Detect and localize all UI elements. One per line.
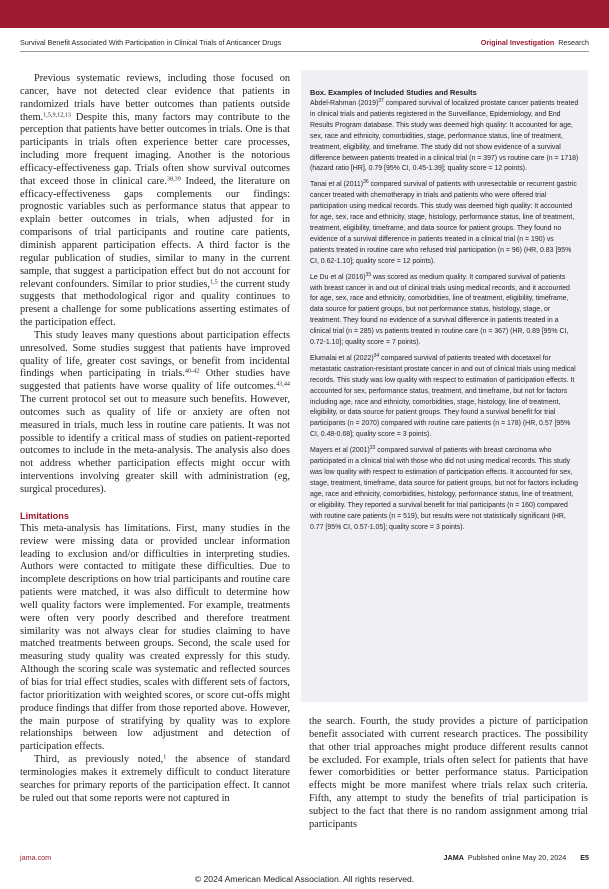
paragraph-third-limitation	[20, 754, 290, 805]
right-column-continuation	[309, 716, 588, 832]
text-run: Previous systematic reviews, including those focused on cancer, have not detected clear evidence that patients in randomized trials have better outcomes than patients outside them.	[20, 73, 290, 123]
box-entry	[310, 180, 579, 267]
entry-author: Mayers et al (2001)	[310, 447, 370, 455]
footer-journal: JAMA	[443, 853, 464, 862]
paragraph-limitations: This meta-analysis has limitations. First, many studies in the review were missing data or provided unclear information leading to exclusion and/or difficulties in interpreting studies. Authors were contacted to mitigate these difficulties. Due to incomplete descriptions on how trial participants and routine care patients were matched, it was also difficult to determine how well quality factors were implemented. For example, treatments were often very poorly described and therefore treatment similarity was not always clear for studies claiming to have matched treatments between groups. Second, the scale used for measuring study quality was created expressly for this study. Although the scoring scale was systematic and reflected sources of bias for trial effect studies, scales with different sets of factors, factor prioritization with weighted scores, or score cut-offs might produce findings that differ from those reported above. However, the main purpose of stratifying by quality was to explore relationships between low adjustment and detection of participation effects.	[20, 522, 290, 753]
citation: 43,44	[276, 380, 290, 388]
box-title: Box. Examples of Included Studies and Results	[310, 88, 477, 97]
text-run: the absence of standard terminologies makes it extremely difficult to conduct literature searches for primary reports of the participation effect. It cannot be ruled out that some reports were not captured in	[20, 754, 290, 804]
text-run: Third, as previously noted,	[34, 754, 164, 766]
footer-publication-info	[444, 852, 589, 864]
text-run: The current protocol set out to measure such benefits. However, outcomes such as quality of life or anxiety are often not measured in trials, much less in routine care patients. It was not possible to identify a critical mass of studies on patient-reported outcomes to include in the meta-analysis. The analysis also does not address whether participation effects might occur with interventions involving greater skill with administration (eg, surgical procedures).	[20, 394, 290, 495]
citation: 1,5,9,12,13	[43, 110, 72, 118]
article-type: Original Investigation	[480, 38, 555, 47]
entry-text: compared survival of patients with breast carcinoma who participated in a clinical trial with those who did not using medical records. This study was low quality with respect to estimation of participation effects. It accounted for sex, stage, treatment, timeframe, data source for patient groups, but not for factors including age, race and ethnicity, comorbidities, histology, performance status, line of treatment, or eligibility. They reported a survival benefit for trial participants (n = 160) compared with routine care patients (n = 519), but results were not statistically significant (HR, 0.77 [95% CI, 0.57-1.05]; quality score = 3 points).	[310, 447, 579, 531]
text-run: Despite this, many factors may contribute to the perception that patients have better outcomes in trials. One is that participants in trials often experience better care processes, including more frequent imaging. Another is the notorious efficacy-effectiveness gap. Trials often show survival outcomes that exceed those in clinical care.	[20, 111, 290, 187]
journal-color-bar	[0, 0, 609, 28]
running-title: Survival Benefit Associated With Participation in Clinical Trials of Anticancer Drugs	[20, 38, 282, 47]
box-entry	[310, 446, 579, 533]
entry-author: Elumalai et al (2022)	[310, 354, 374, 362]
entry-text: compared survival of patients treated with docetaxel for metastatic castration-resistant prostate cancer in and out of clinical trials using medical records. This study was low quality with respect to estimation of participation effects. It accounted for sex, performance status, treatment, and timeframe, but not for factors including age, race and ethnicity, comorbidities, stage, histology, line of treatment, eligibility, or data source for patient groups. They found a survival benefit for trial participants (n = 2070) compared with routine care patients (n = 178) (HR, 0.57 [95% CI, 0.48-0.68]; quality score = 3 points).	[310, 354, 576, 439]
citation: 33	[369, 445, 376, 452]
text-run: Indeed, the literature on efficacy-effectiveness gaps complements our findings: prognostic variables such as performance status that appear to explain better outcomes in trials, when adjusted for in comparisons of trial participants and routine care patients, diminish apparent participation effects. A third factor is the regular publication of studies, similar to many in the current sample, that suggest a participation effect but do not account for relevant confounders. Similar to prior studies,	[20, 175, 290, 290]
box-entry	[310, 273, 579, 349]
paragraph-unresolved-questions	[20, 330, 290, 497]
citation: 35	[365, 271, 372, 278]
entry-text: compared survival of localized prostate cancer patients treated in clinical trials and patients registered in the Surveillance, Epidemiology, and End Results Program database. This study was deemed high quality: It accounted for age, sex, race and ethnicity, comorbidities, stage, performance status, line of treatment, treatment, eligibility, and timeframe. The study did not show evidence of a survival difference between patients treated in a clinical trial (n = 397) vs routine care (n = 1718) (hazard ratio [HR], 0.79 [95% CI, 0.45-1.39]; quality score = 12 points).	[310, 100, 579, 173]
copyright-notice: © 2024 American Medical Association. All rights reserved.	[194, 874, 415, 884]
citation: 1,5	[209, 277, 218, 285]
citation: 40-42	[184, 367, 200, 375]
left-column	[20, 73, 290, 805]
paragraph-prior-reviews	[20, 73, 290, 330]
examples-box	[301, 70, 588, 702]
limitations-heading: Limitations	[20, 510, 70, 521]
citation: 37	[378, 98, 384, 104]
entry-author: Abdel-Rahman (2019)	[310, 100, 379, 107]
entry-author: Le Du et al (2016)	[310, 273, 366, 281]
text-run: the current study suggests that methodological rigor and quality continues to present a challenge for some publications asserting estimates of the participation effect.	[20, 278, 290, 329]
footer-published-date: Published online May 20, 2024	[467, 853, 567, 862]
running-header	[20, 37, 589, 49]
paragraph-search-continuation: the search. Fourth, the study provides a picture of participation benefit associated with current research practices. The possibility that other trial approaches might produce different results cannot be excluded. For example, trials often select for patients that have fewer comorbidities or better performance status. Participation effects might be more manifest where trials relax such criteria. Fifth, any attempt to study the benefits of trial participation is subject to the fact that there is no random assignment among trial participants	[309, 716, 588, 830]
page-number: E5	[580, 853, 589, 862]
header-section-labels	[481, 37, 589, 49]
footer-site-link[interactable]: jama.com	[20, 853, 52, 862]
box-entry	[310, 354, 579, 441]
citation: 1	[163, 753, 167, 761]
entry-text: was scored as medium quality. It compared survival of patients with breast cancer in and out of clinical trials using medical records, and it accounted for age, sex, race and ethnicity, comorbidities, line of treatment, eligibility, timeframe, data source for patient groups, but not performance status, histology, stage, or treatment. They found no evidence of a survival difference in patients treated in a clinical trial (n = 285) vs patients treated in routine care (n = 367) (HR, 0.89 [95% CI, 0.72-1.10]; quality score = 7 points).	[310, 273, 570, 347]
citation: 34	[373, 352, 380, 359]
entry-author: Tanai et al (2011)	[310, 181, 364, 189]
box-entry	[310, 99, 579, 175]
text-run: Other studies have suggested that patients have worse quality of life outcomes.	[20, 368, 290, 393]
citation: 36	[363, 179, 369, 186]
page-footer	[20, 852, 589, 864]
entry-text: compared survival of patients with unresectable or recurrent gastric cancer treated with chemotherapy in trials and patients who were offered trial participation using medical records. This study was deemed high quality: It accounted for age, sex, race and ethnicity, stage, histology, performance status, line of treatment, treatment, eligibility, timeframe, and data source for patient groups. They found no evidence of a survival difference in patients treated in a clinical trial (n = 190) vs patients treated in routine care who refused trial participation (n = 96) (HR, 0.83 [95% CI, 0.62-1.10]; quality score = 12 points).	[310, 181, 577, 265]
text-run: This study leaves many questions about participation effects unresolved. Some studies suggest that patients have improved quality of life, greater cost savings, or benefit from incidental findings when participating in trials.	[20, 329, 290, 380]
section-label: Research	[558, 38, 589, 47]
citation: 38,39	[166, 175, 181, 183]
header-rule	[20, 51, 589, 52]
